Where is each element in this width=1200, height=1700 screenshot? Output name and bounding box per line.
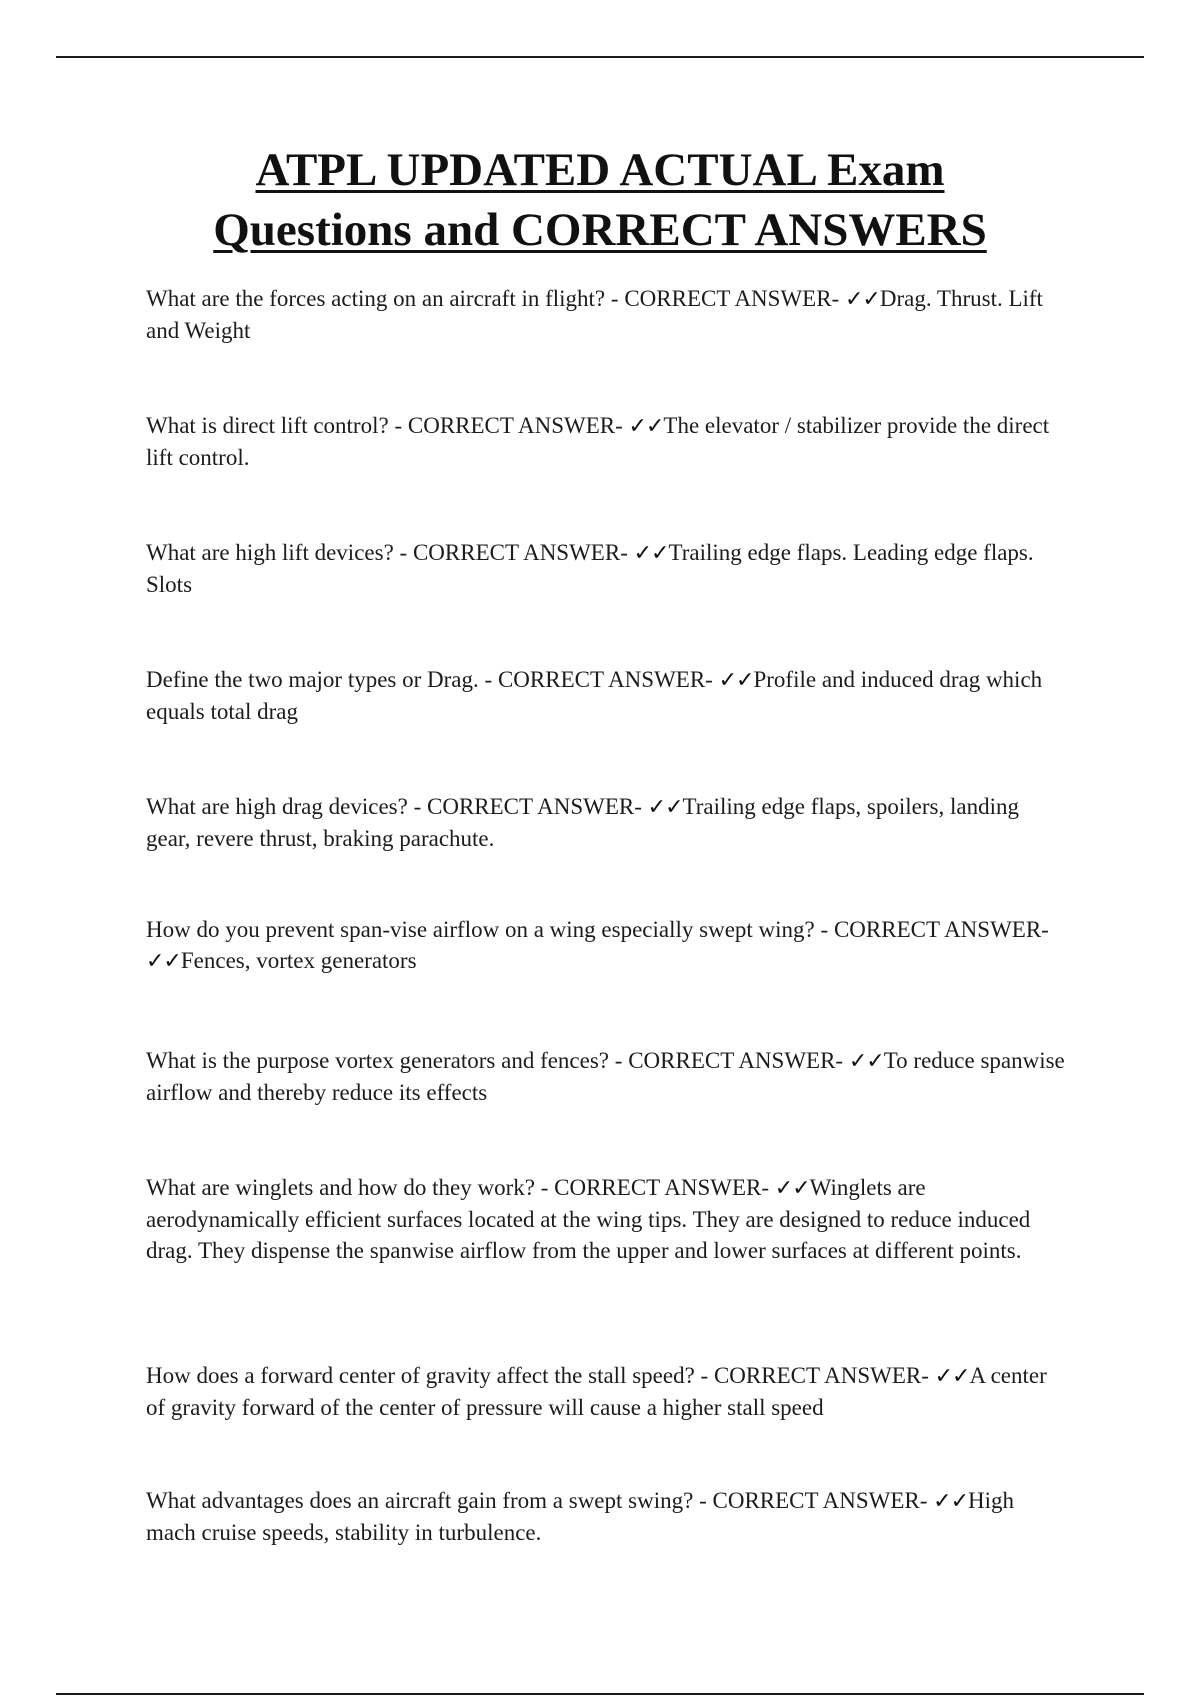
answer-marker: CORRECT ANSWER-	[712, 1488, 928, 1513]
double-check-icon: ✓✓	[146, 949, 181, 974]
answer: Winglets are aerodynamically efficient surfaces located at the wing tips. They are designed to reduce induced drag. They dispense the spanwise airflow from the upper and lower surfaces at different points.	[146, 1175, 1031, 1263]
title-line-1: ATPL UPDATED ACTUAL Exam	[255, 144, 945, 196]
document-title	[0, 140, 1200, 260]
answer: Profile and induced drag which equals total drag	[146, 667, 1043, 724]
qa-item-10: What advantages does an aircraft gain from a swept swing? - CORRECT ANSWER- ✓✓High mach cruise speeds, stability in turbulence.	[146, 1488, 1015, 1545]
qa-item-2: What is direct lift control? - CORRECT ANSWER- ✓✓The elevator / stabilizer provide the direct lift control.	[146, 413, 1050, 470]
question: What are high drag devices?	[146, 794, 408, 819]
double-check-icon: ✓✓	[848, 1049, 884, 1074]
qa-item-7: What is the purpose vortex generators and fences? - CORRECT ANSWER- ✓✓To reduce spanwise airflow and thereby reduce its effects	[146, 1048, 1065, 1105]
answer: High mach cruise speeds, stability in turbulence.	[146, 1488, 1015, 1545]
double-check-icon: ✓✓	[844, 287, 880, 312]
answer: Trailing edge flaps, spoilers, landing gear, revere thrust, braking parachute.	[146, 794, 1019, 851]
answer-marker: CORRECT ANSWER-	[497, 667, 713, 692]
title-line-2: Questions and CORRECT ANSWERS	[213, 204, 987, 256]
answer: The elevator / stabilizer provide the direct lift control.	[146, 413, 1050, 470]
double-check-icon: ✓✓	[933, 1489, 969, 1514]
qa-item-8: What are winglets and how do they work? - CORRECT ANSWER- ✓✓Winglets are aerodynamically efficient surfaces located at the wing tips. They are designed to reduce induced drag. They dispense the spanwise airflow from the upper and lower surfaces at different points.	[146, 1175, 1031, 1263]
double-check-icon: ✓✓	[718, 668, 754, 693]
question: How does a forward center of gravity affect the stall speed?	[146, 1363, 695, 1388]
answer-marker: CORRECT ANSWER-	[624, 286, 840, 311]
question: What is the purpose vortex generators and fences?	[146, 1048, 610, 1073]
double-check-icon: ✓✓	[633, 541, 669, 566]
question: What are high lift devices?	[146, 540, 394, 565]
double-check-icon: ✓✓	[628, 414, 664, 439]
question: What advantages does an aircraft gain from a swept swing?	[146, 1488, 694, 1513]
bottom-rule	[56, 1693, 1144, 1695]
answer: To reduce spanwise airflow and thereby reduce its effects	[146, 1048, 1065, 1105]
answer-marker: CORRECT ANSWER-	[427, 794, 642, 819]
question: What are winglets and how do they work?	[146, 1175, 535, 1200]
qa-item-4: Define the two major types or Drag. - CORRECT ANSWER- ✓✓Profile and induced drag which equals total drag	[146, 667, 1043, 724]
top-rule	[56, 56, 1144, 58]
answer-marker: CORRECT ANSWER-	[628, 1048, 844, 1073]
qa-item-6: How do you prevent span-vise airflow on a wing especially swept wing? - CORRECT ANSWER- ✓✓Fences, vortex generators	[146, 917, 1049, 974]
question: What are the forces acting on an aircraft in flight?	[146, 286, 606, 311]
question: Define the two major types or Drag.	[146, 667, 479, 692]
double-check-icon: ✓✓	[934, 1364, 970, 1389]
answer-marker: CORRECT ANSWER-	[412, 540, 628, 565]
answer: Drag. Thrust. Lift and Weight	[146, 286, 1043, 343]
question: How do you prevent span-vise airflow on a wing especially swept wing?	[146, 917, 815, 942]
question: What is direct lift control?	[146, 413, 389, 438]
answer-marker: CORRECT ANSWER-	[713, 1363, 929, 1388]
answer: A center of gravity forward of the center of pressure will cause a higher stall speed	[146, 1363, 1047, 1420]
qa-item-3: What are high lift devices? - CORRECT ANSWER- ✓✓Trailing edge flaps. Leading edge flaps. Slots	[146, 540, 1034, 597]
double-check-icon: ✓✓	[774, 1176, 810, 1201]
answer-marker: CORRECT ANSWER-	[833, 917, 1049, 942]
answer-marker: CORRECT ANSWER-	[407, 413, 623, 438]
qa-item-5: What are high drag devices? - CORRECT ANSWER- ✓✓Trailing edge flaps, spoilers, landing gear, revere thrust, braking parachute.	[146, 794, 1019, 851]
answer: Fences, vortex generators	[180, 948, 417, 973]
double-check-icon: ✓✓	[647, 795, 683, 820]
answer-marker: CORRECT ANSWER-	[554, 1175, 770, 1200]
qa-item-1: What are the forces acting on an aircraft in flight? - CORRECT ANSWER- ✓✓Drag. Thrust. Lift and Weight	[146, 286, 1043, 343]
answer: Trailing edge flaps. Leading edge flaps. Slots	[146, 540, 1034, 597]
qa-item-9: How does a forward center of gravity affect the stall speed? - CORRECT ANSWER- ✓✓A center of gravity forward of the center of pressure will cause a higher stall speed	[146, 1363, 1047, 1420]
